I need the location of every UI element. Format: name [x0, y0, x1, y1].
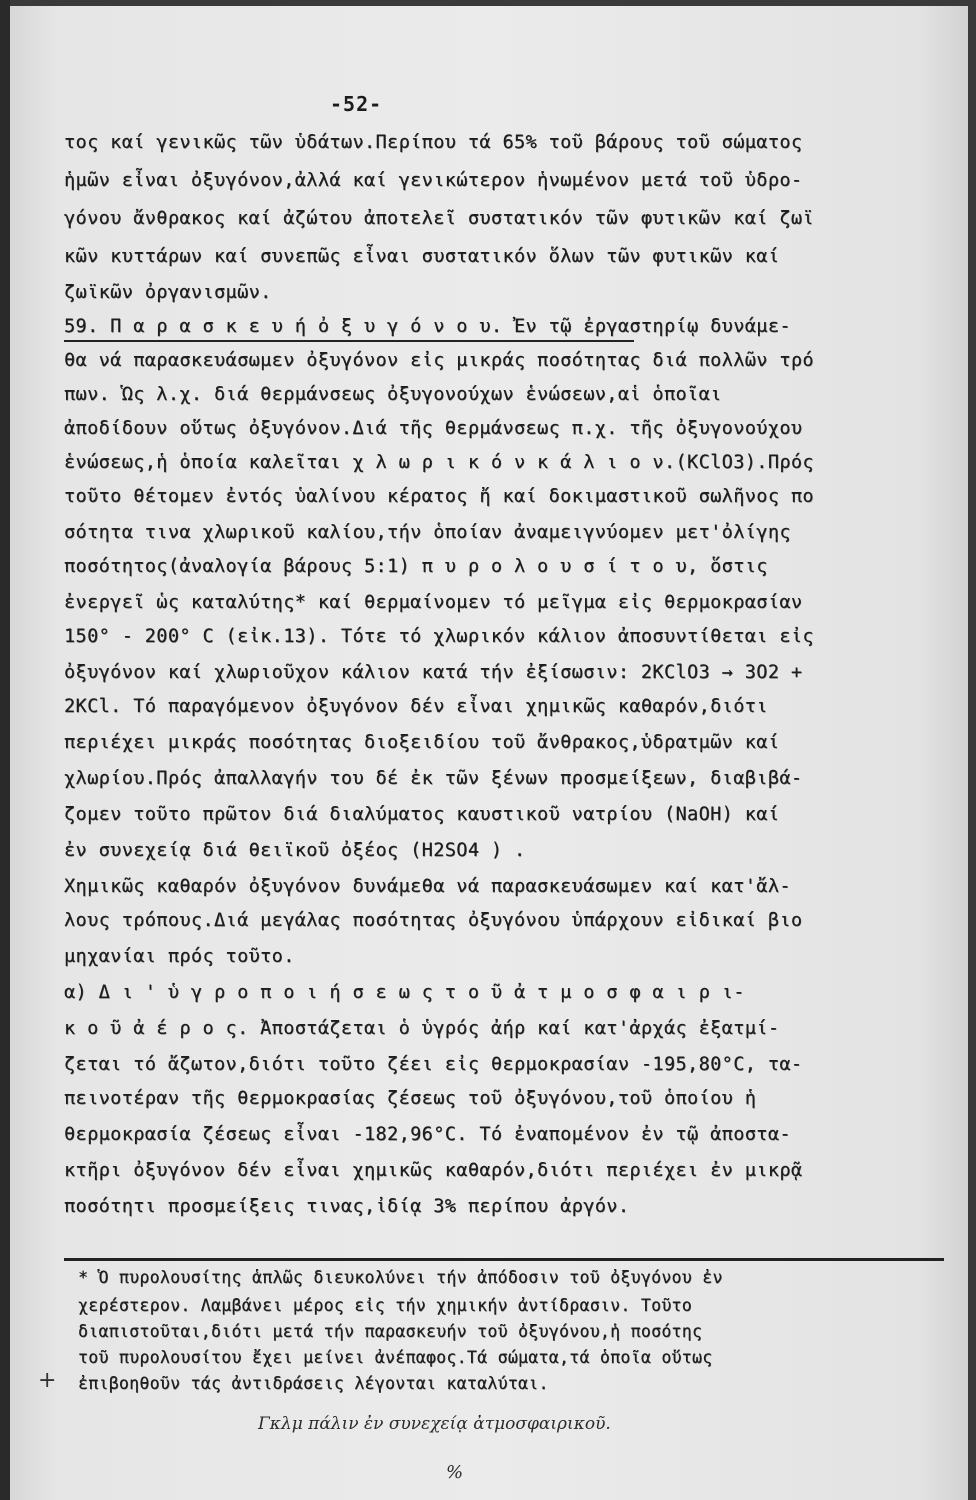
- footnote-line: τοῦ πυρολουσίτου ἔχει μείνει ἀνέπαφος.Τά σώματα,τά ὁποῖα οὕτως: [78, 1348, 713, 1367]
- body-line: 150° - 200° C (εἰκ.13). Τότε τό χλωρικόν κάλιον ἀποσυντίθεται εἰς: [64, 626, 814, 647]
- footnote-line: διαπιστοῦται,διότι μετά τήν παρασκευήν τοῦ ὀξυγόνου,ἡ ποσότης: [78, 1322, 703, 1341]
- body-line: ποσότητι προσμείξεις τινας,ἰδίᾳ 3% περίπου ἀργόν.: [64, 1196, 630, 1217]
- body-line: 2KCl. Τό παραγόμενον ὀξυγόνον δέν εἶναι χημικῶς καθαρόν,διότι: [64, 696, 768, 717]
- body-line: γόνου ἄνθρακος καί ἀζώτου ἀποτελεῖ συστατικόν τῶν φυτικῶν καί ζωϊ: [64, 208, 814, 229]
- body-line: ἐν συνεχείᾳ διά θειϊκοῦ ὀξέος (H2SO4 ) .: [64, 840, 526, 861]
- body-line: ζωϊκῶν ὀργανισμῶν.: [64, 282, 272, 303]
- footnote-separator: [64, 1258, 944, 1261]
- subsection-heading-a: α) Δ ι ' ὑ γ ρ ο π ο ι ή σ ε ω ς τ ο ῦ ἀ τ μ ο σ φ α ι ρ ι-: [64, 982, 745, 1003]
- body-line: Χημικῶς καθαρόν ὀξυγόνον δυνάμεθα νά παρασκευάσωμεν καί κατ'ἄλ-: [64, 876, 791, 897]
- body-line: ἡμῶν εἶναι ὀξυγόνον,ἀλλά καί γενικώτερον ἡνωμένον μετά τοῦ ὑδρο-: [64, 170, 803, 191]
- body-line: χλωρίου.Πρός ἀπαλλαγήν του δέ ἐκ τῶν ξένων προσμείξεων, διαβιβά-: [64, 768, 803, 789]
- footnote-line: * Ὁ πυρολουσίτης ἁπλῶς διευκολύνει τήν ἀπόδοσιν τοῦ ὀξυγόνου ἐν: [78, 1268, 723, 1287]
- scan-edge-top: [0, 0, 976, 6]
- footnote-line: ἐπιβοηθοῦν τάς ἀντιδράσεις λέγονται καταλύται.: [78, 1374, 549, 1393]
- footnote-line: χερέστερον. Λαμβάνει μέρος εἰς τήν χημικήν ἀντίδρασιν. Τοῦτο: [78, 1296, 693, 1315]
- body-line: κῶν κυττάρων καί συνεπῶς εἶναι συστατικόν ὅλων τῶν φυτικῶν καί: [64, 246, 780, 267]
- body-line: μηχανίαι πρός τοῦτο.: [64, 946, 295, 967]
- section-heading-59: 59. Π α ρ α σ κ ε υ ή ὀ ξ υ γ ό ν ο υ. Ἐν τῷ ἐργαστηρίῳ δυνάμε-: [64, 316, 791, 337]
- body-line: πων. Ὡς λ.χ. διά θερμάνσεως ὀξυγονούχων ἑνώσεων,αἱ ὁποῖαι: [64, 384, 722, 405]
- body-line: ἀποδίδουν οὕτως ὀξυγόνον.Διά τῆς θερμάνσεως π.χ. τῆς ὀξυγονούχου: [64, 418, 803, 439]
- margin-cross-mark: +: [38, 1368, 57, 1393]
- body-line: ζομεν τοῦτο πρῶτον διά διαλύματος καυστικοῦ νατρίου (NaOH) καί: [64, 804, 780, 825]
- body-line: θερμοκρασία ζέσεως εἶναι -182,96°C. Τό ἐναπομένον ἐν τῷ ἀποστα-: [64, 1124, 791, 1145]
- scan-edge-right: [968, 0, 976, 1500]
- scan-edge-left: [0, 0, 10, 1500]
- body-line: τος καί γενικῶς τῶν ὑδάτων.Περίπου τά 65% τοῦ βάρους τοῦ σώματος: [64, 132, 803, 153]
- body-line: ζεται τό ἄζωτον,διότι τοῦτο ζέει εἰς θερμοκρασίαν -195,80°C, τα-: [64, 1054, 803, 1075]
- page-number: -52-: [330, 92, 383, 116]
- body-line: κτῆρι ὀξυγόνον δέν εἶναι χημικῶς καθαρόν,διότι περιέχει ἐν μικρᾷ: [64, 1160, 803, 1181]
- body-line: ἐνεργεῖ ὡς καταλύτης* καί θερμαίνομεν τό μεῖγμα εἰς θερμοκρασίαν: [64, 592, 803, 613]
- body-line: σότητα τινα χλωρικοῦ καλίου,τήν ὁποίαν ἀναμειγνύομεν μετ'ὀλίγης: [64, 522, 791, 543]
- body-line: θα νά παρασκευάσωμεν ὀξυγόνον εἰς μικράς ποσότητας διά πολλῶν τρό: [64, 350, 814, 371]
- body-line: ἑνώσεως,ἡ ὁποία καλεῖται χ λ ω ρ ι κ ό ν κ ά λ ι ο ν.(KClO3).Πρός: [64, 452, 814, 473]
- handwritten-note: Γκλμ πάλιν ἐν συνεχείᾳ ἀτμοσφαιρικοῦ.: [258, 1414, 611, 1434]
- body-line: ποσότητος(ἀναλογία βάρους 5:1) π υ ρ ο λ ο υ σ ί τ ο υ, ὅστις: [64, 556, 768, 577]
- body-line: λους τρόπους.Διά μεγάλας ποσότητας ὀξυγόνου ὑπάρχουν εἰδικαί βιο: [64, 910, 803, 931]
- body-line: τοῦτο θέτομεν ἐντός ὑαλίνου κέρατος ἤ καί δοκιμαστικοῦ σωλῆνος πο: [64, 486, 814, 507]
- body-line: περιέχει μικράς ποσότητας διοξειδίου τοῦ ἄνθρακος,ὑδρατμῶν καί: [64, 732, 780, 753]
- body-line: κ ο ῦ ἀ έ ρ ο ς. Ἀποστάζεται ὁ ὑγρός ἀήρ καί κατ'ἀρχάς ἐξατμί-: [64, 1018, 780, 1039]
- handwritten-percent-mark: %: [446, 1462, 464, 1483]
- chemical-equation-line: ὀξυγόνον καί χλωριοῦχον κάλιον κατά τήν ἐξίσωσιν: 2KClO3 → 3O2 +: [64, 662, 803, 683]
- body-line: πεινοτέραν τῆς θερμοκρασίας ζέσεως τοῦ ὀξυγόνου,τοῦ ὁποίου ἡ: [64, 1088, 757, 1109]
- heading-underline: [64, 340, 634, 342]
